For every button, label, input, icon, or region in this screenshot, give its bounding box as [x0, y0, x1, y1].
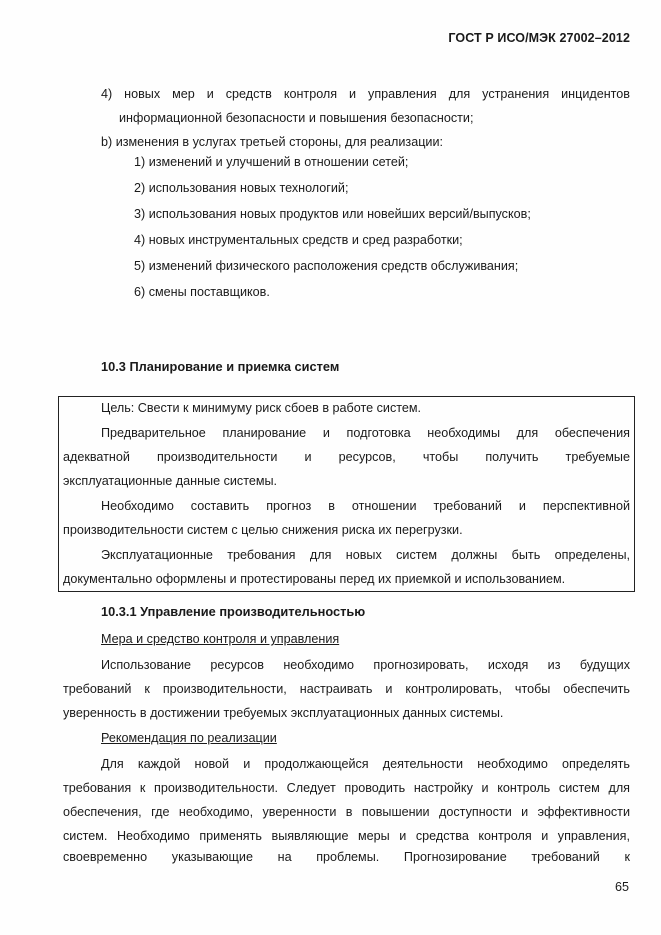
- list-b-intro: b) изменения в услугах третьей стороны, для реализации:: [101, 135, 443, 149]
- objective-p1-line2: адекватной производительности и ресурсов, чтобы получить требуемые: [63, 450, 630, 464]
- objective-p3-line2: документально оформлены и протестированы перед их приемкой и использованием.: [63, 572, 566, 586]
- guidance-label: Рекомендация по реализации: [101, 731, 277, 745]
- list-item: 4) новых инструментальных средств и сред разработки;: [134, 233, 463, 247]
- guidance-line2: требования к производительности. Следует проводить настройку и контроль систем для: [63, 781, 630, 795]
- list-item: 6) смены поставщиков.: [134, 285, 270, 299]
- subsection-heading: 10.3.1 Управление производительностью: [101, 604, 366, 619]
- page-number: 65: [614, 880, 629, 894]
- guidance-line3: обеспечения, где необходимо, уверенности в повышении доступности и эффективности: [63, 805, 630, 819]
- control-line1: Использование ресурсов необходимо прогнозировать, исходя из будущих: [101, 658, 630, 672]
- objective-p2-line2: производительности систем с целью снижения риска их перегрузки.: [63, 523, 463, 537]
- list-item: 3) использования новых продуктов или новейших версий/выпусков;: [134, 207, 531, 221]
- objective-p1-line1: Предварительное планирование и подготовка необходимы для обеспечения: [101, 426, 630, 440]
- list-item: 5) изменений физического расположения средств обслуживания;: [134, 259, 519, 273]
- section-heading: 10.3 Планирование и приемка систем: [101, 359, 340, 374]
- document-header: ГОСТ Р ИСО/МЭК 27002–2012: [448, 31, 630, 45]
- guidance-line4: систем. Необходимо применять выявляющие меры и средства контроля и управления,: [63, 829, 630, 843]
- list-item: 1) изменений и улучшений в отношении сетей;: [134, 155, 409, 169]
- list-item: 2) использования новых технологий;: [134, 181, 349, 195]
- control-label: Мера и средство контроля и управления: [101, 632, 340, 646]
- control-line2: требований к производительности, настраивать и контролировать, чтобы обеспечить: [63, 682, 630, 696]
- objective-goal: Цель: Свести к минимуму риск сбоев в работе систем.: [101, 401, 422, 415]
- objective-p1-line3: эксплуатационные данные системы.: [63, 474, 278, 488]
- objective-p2-line1: Необходимо составить прогноз в отношении требований и перспективной: [101, 499, 630, 513]
- objective-p3-line1: Эксплуатационные требования для новых систем должны быть определены,: [101, 548, 630, 562]
- list-a-item-4-line2: информационной безопасности и повышения безопасности;: [119, 111, 474, 125]
- control-line3: уверенность в достижении требуемых эксплуатационных данных системы.: [63, 706, 504, 720]
- guidance-line1: Для каждой новой и продолжающейся деятельности необходимо определять: [101, 757, 630, 771]
- guidance-line5: своевременно указывающие на проблемы. Прогнозирование требований к: [63, 850, 630, 864]
- list-a-item-4-line1: 4) новых мер и средств контроля и управления для устранения инцидентов: [101, 87, 630, 101]
